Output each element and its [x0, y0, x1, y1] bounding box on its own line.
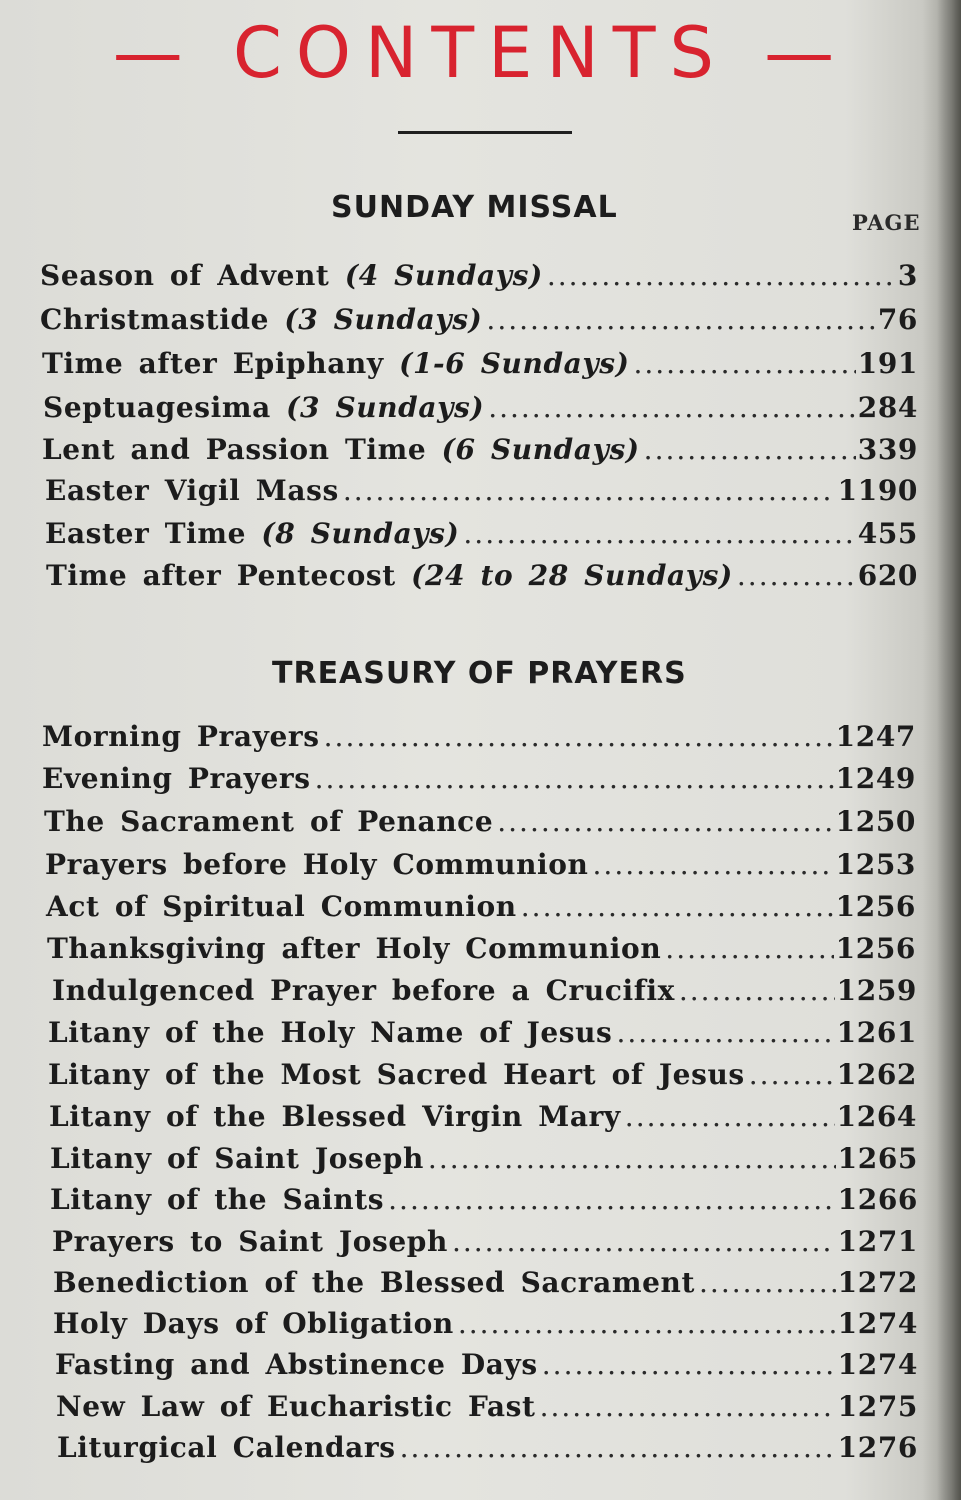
sunday-missal-heading: SUNDAY MISSAL — [331, 190, 618, 225]
entry-page-number: 1274 — [837, 1348, 918, 1381]
entry-note: (8 Sundays) — [261, 517, 460, 550]
entry-note: (3 Sundays) — [284, 303, 483, 336]
entry-page-number: 1274 — [837, 1307, 918, 1340]
entry-title: Easter Vigil Mass — [45, 474, 339, 507]
toc-entry — [42, 762, 916, 795]
toc-entry — [50, 1142, 918, 1175]
dot-leader — [452, 1225, 836, 1258]
entry-title: Season of Advent — [40, 259, 330, 292]
entry-page-number: 1250 — [835, 805, 916, 838]
entry-title: Indulgenced Prayer before a Crucifix — [52, 974, 675, 1007]
entry-title: Litany of the Saints — [50, 1183, 385, 1216]
dot-leader — [665, 932, 833, 965]
dot-leader — [521, 890, 834, 923]
toc-entry — [50, 1183, 918, 1216]
entry-title: Litany of the Most Sacred Heart of Jesus — [48, 1058, 745, 1091]
entry-page-number: 339 — [857, 433, 918, 466]
entry-title: Holy Days of Obligation — [53, 1307, 454, 1340]
toc-entry — [49, 1100, 917, 1133]
entry-page-number: 620 — [857, 559, 918, 592]
toc-entry — [46, 890, 916, 923]
dot-leader — [540, 1390, 836, 1423]
entry-title: Litany of the Blessed Virgin Mary — [49, 1100, 621, 1133]
entry-page-number: 1272 — [837, 1266, 918, 1299]
entry-page-number: 1247 — [835, 720, 916, 753]
dot-leader — [400, 1431, 836, 1464]
entry-title: Christmastide — [40, 303, 270, 336]
entry-title: Septuagesima — [43, 391, 271, 424]
toc-entry — [52, 1225, 918, 1258]
dot-leader — [428, 1142, 836, 1175]
entry-note: (6 Sundays) — [441, 433, 640, 466]
entry-title: Litany of the Holy Name of Jesus — [48, 1016, 613, 1049]
toc-entry — [53, 1307, 918, 1340]
entry-page-number: 1249 — [835, 762, 916, 795]
dot-leader — [542, 1348, 836, 1381]
toc-entry — [44, 805, 916, 838]
dot-leader — [458, 1307, 836, 1340]
toc-entry — [55, 1348, 918, 1381]
entry-page-number: 1253 — [835, 848, 916, 881]
entry-page-number: 1190 — [837, 474, 918, 507]
entry-title: Easter Time — [45, 517, 247, 550]
entry-page-number: 1271 — [837, 1225, 918, 1258]
entry-page-number: 1266 — [837, 1183, 918, 1216]
entry-page-number: 1264 — [836, 1100, 917, 1133]
toc-entry — [42, 347, 918, 380]
toc-entry — [40, 259, 918, 292]
toc-entry — [56, 1390, 918, 1423]
entry-title: Evening Prayers — [42, 762, 311, 795]
entry-title: Act of Spiritual Communion — [46, 890, 517, 923]
entry-title: Thanksgiving after Holy Communion — [47, 932, 662, 965]
entry-page-number: 191 — [857, 347, 918, 380]
entry-title: The Sacrament of Penance — [44, 805, 494, 838]
dot-leader — [343, 474, 836, 507]
spine-shadow — [937, 0, 961, 1500]
toc-entry — [48, 1058, 917, 1091]
entry-page-number: 1259 — [836, 974, 917, 1007]
toc-entry — [57, 1431, 918, 1464]
toc-entry — [45, 474, 918, 507]
entry-title: Litany of Saint Joseph — [50, 1142, 424, 1175]
toc-entry — [48, 1016, 917, 1049]
contents-heading: — CONTENTS — — [112, 12, 849, 94]
dot-leader — [488, 391, 856, 424]
entry-title: Fasting and Abstinence Days — [55, 1348, 538, 1381]
toc-entry — [53, 1266, 918, 1299]
entry-note: (24 to 28 Sundays) — [411, 559, 733, 592]
entry-page-number: 1262 — [836, 1058, 917, 1091]
entry-page-number: 76 — [877, 303, 918, 336]
dot-leader — [315, 762, 834, 795]
toc-entry — [42, 433, 918, 466]
toc-entry — [46, 559, 918, 592]
dot-leader — [633, 347, 855, 380]
dot-leader — [593, 848, 834, 881]
entry-note: (1-6 Sundays) — [399, 347, 630, 380]
entry-note: (3 Sundays) — [286, 391, 485, 424]
entry-page-number: 1276 — [837, 1431, 918, 1464]
entry-title: Time after Pentecost — [46, 559, 396, 592]
entry-title: New Law of Eucharistic Fast — [56, 1390, 536, 1423]
entry-page-number: 1261 — [836, 1016, 917, 1049]
dot-leader — [679, 974, 835, 1007]
dot-leader — [699, 1266, 836, 1299]
dot-leader — [737, 559, 856, 592]
entry-title: Benediction of the Blessed Sacrament — [53, 1266, 696, 1299]
entry-title: Liturgical Calendars — [57, 1431, 396, 1464]
toc-entry — [52, 974, 917, 1007]
entry-title: Prayers before Holy Communion — [45, 848, 589, 881]
dot-leader — [486, 303, 875, 336]
entry-page-number: 455 — [857, 517, 918, 550]
entry-title: Time after Epiphany — [42, 347, 384, 380]
entry-title: Lent and Passion Time — [42, 433, 427, 466]
entry-title: Prayers to Saint Joseph — [52, 1225, 448, 1258]
toc-entry — [45, 848, 916, 881]
heading-rule — [398, 131, 572, 134]
treasury-of-prayers-heading: TREASURY OF PRAYERS — [272, 656, 687, 691]
dot-leader — [644, 433, 856, 466]
dot-leader — [463, 517, 855, 550]
page-column-label: PAGE — [852, 210, 921, 235]
entry-title: Morning Prayers — [42, 720, 320, 753]
entry-page-number: 284 — [857, 391, 918, 424]
toc-entry — [47, 932, 916, 965]
dot-leader — [547, 259, 896, 292]
dot-leader — [625, 1100, 835, 1133]
toc-entry — [42, 720, 916, 753]
toc-entry — [45, 517, 918, 550]
dot-leader — [388, 1183, 836, 1216]
entry-note: (4 Sundays) — [344, 259, 543, 292]
dot-leader — [616, 1016, 834, 1049]
entry-page-number: 1256 — [835, 890, 916, 923]
entry-page-number: 1256 — [835, 932, 916, 965]
dot-leader — [497, 805, 833, 838]
entry-page-number: 1265 — [837, 1142, 918, 1175]
entry-page-number: 3 — [897, 259, 918, 292]
toc-entry — [40, 303, 918, 336]
dot-leader — [324, 720, 834, 753]
toc-entry — [43, 391, 918, 424]
dot-leader — [749, 1058, 835, 1091]
entry-page-number: 1275 — [837, 1390, 918, 1423]
